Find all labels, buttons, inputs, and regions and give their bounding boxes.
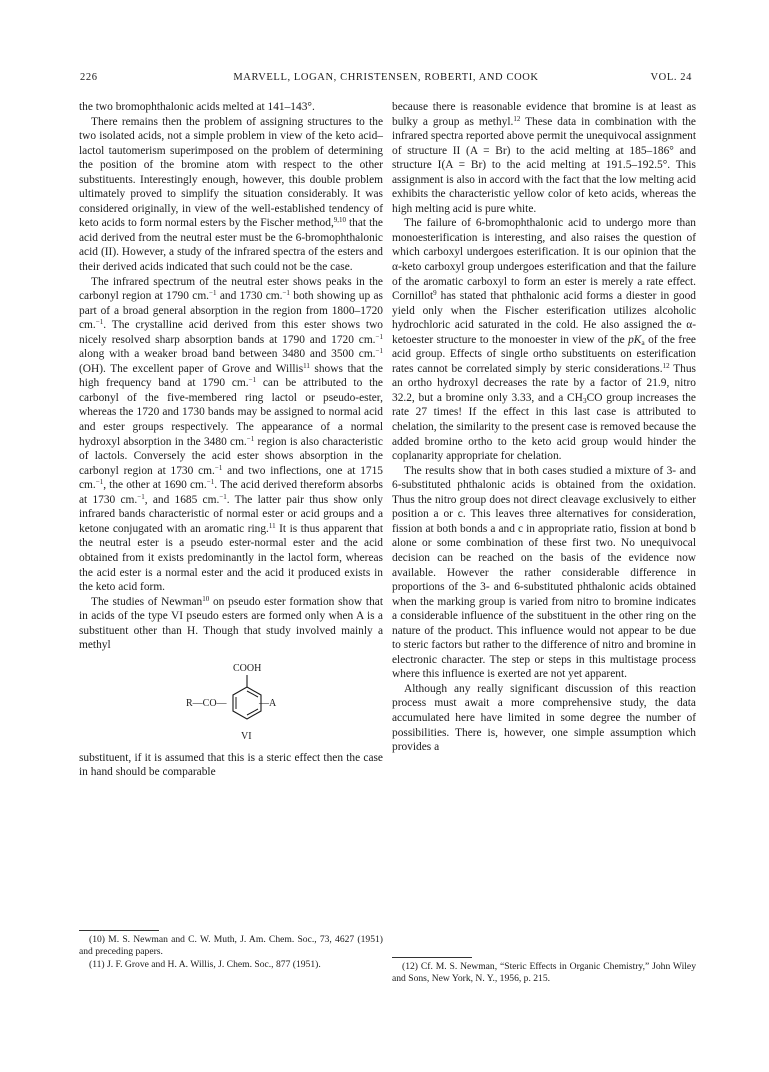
citation-ref: 12 — [513, 114, 521, 123]
rco-label: R—CO— — [186, 697, 227, 709]
footnote-12: (12) Cf. M. S. Newman, “Steric Effects in Organic Chemistry,” John Wiley and Sons, New York, N. Y., 1956, p. 215. — [392, 961, 696, 985]
paragraph: Although any really significant discussion of this reaction process must await a more comprehensive study, the data accumulated here have limited in some degree the number of possibilities. There is, however, one simple assumption which provides a — [392, 682, 696, 754]
footnotes-right — [392, 957, 696, 986]
paragraph: The failure of 6-bromophthalonic acid to undergo more than monoesterification is interesting, and also raises the question of which carboxyl undergoes esterification. It is our opinion that the α-keto carboxyl group undergoes esterification and that the failure of the aromatic carboxyl to form an ester is merely a rate effect. Cornillot$^9$ has stated that phthalonic acid forms a diester in good yield only when the Fischer esterification utilizes alcoholic hydrochloric acid saturated in the cold. He also assigned the α-ketoester structure to the monoester in view of the $pK_a$ of the free acid group. Effects of single ortho substituents on esterification rates cannot be correlated simply by steric considerations.$^{12}$ Thus an ortho hydroxyl decreases the rate by a factor of 21.9, nitro 32.2, but a bromine only 3.33, and a $CH_3CO$ group increases the rate 27 times! If the effect in this last case is attributed to chelation, the similarity to the present case is removed because the added bromine ortho to the keto acid group would hinder the coplanarity appropriate for chelation. — [392, 217, 696, 463]
paragraph: the two bromophthalonic acids melted at 141–143°. — [79, 101, 315, 113]
citation-ref: 10 — [202, 594, 210, 603]
citation-ref: 11 — [303, 361, 310, 370]
benzene-ring-drawing — [79, 655, 383, 747]
page-number: 226 — [80, 72, 98, 83]
footnote-rule — [392, 957, 472, 958]
paragraph: The studies of Newman$^{10}$ on pseudo ester formation show that in acids of the type VI pseudo esters are formed only when A is a substituent other than H. Though that study involved mainly a methyl — [79, 594, 383, 652]
footnotes-left — [79, 930, 383, 971]
paragraph: substituent, if it is assumed that this is a steric effect then the case in hand should be comparable — [79, 751, 383, 779]
chemical-structure-vi — [79, 655, 383, 747]
citation-ref: 11 — [268, 521, 276, 530]
right-column — [392, 100, 696, 755]
left-column — [79, 100, 383, 780]
paragraph: There remains then the problem of assigning structures to the two isolated acids, not a simple problem in view of the keto acid–lactol tautomerism superimposed on the problem of determining the position of the bromine atom with respect to the other substituents. Interestingly enough, however, this double problem ultimately proved to simplify the situation considerably. It was considered originally, in view of the well-established tendency of keto acids to form normal esters by the Fischer method,$^{9,10}$ that the acid derived from the neutral ester must be the 6-bromophthalonic acid (II). However, a study of the infrared spectra of the esters and their derived acids indicated that such could not be the case. — [79, 115, 383, 274]
paragraph: because there is reasonable evidence that bromine is at least as bulky a group as methyl.$^{12}$ These data in combination with the infrared spectra reported above permit the unequivocal assignment of structure II (A = Br) to the acid melting at 185–186° and structure I(A = Br) to the acid melting at 191.5–192.5°. This assignment is also in accord with the fact that the low melting acid exhibits the characteristic yellow color of keto acids, whereas the high melting acid is pure white. — [392, 101, 696, 215]
volume-label: VOL. 24 — [650, 72, 692, 83]
paragraph: The infrared spectrum of the neutral ester shows peaks in the carbonyl region at 1790 cm.$^{-1}$ and 1730 cm.$^{-1}$ both showing up as part of a broad general absorption in the region from 1800–1720 cm.$^{-1}$. The crystalline acid derived from this ester shows two nicely resolved sharp absorption bands at 1790 and 1720 cm.$^{-1}$ along with a weaker broad band between 3480 and 3500 cm.$^{-1}$ (OH). The excellent paper of Grove and Willis$^{11}$ shows that the high frequency band at 1790 cm.$^{-1}$ can be attributed to the carbonyl of the five-membered ring lactol or pseudo-ester, whereas the 1720 and 1730 bands may be assigned to normal acid and ester groups respectively. The appearance of a normal hydroxyl absorption in the 3480 cm.$^{-1}$ region is also characteristic of lactols. Conversely the acid ester shows absorption in the carbonyl region at 1730 cm.$^{-1}$ and two inflections, one at 1715 cm.$^{-1}$, the other at 1690 cm.$^{-1}$. The acid derived thereform absorbs at 1730 cm.$^{-1}$, and 1685 cm.$^{-1}$. The latter pair thus show only infrared bands characteristic of normal ester or acid groups and a ketone conjugated with an aromatic ring.$^{11}$ It is thus apparent that the neutral ester is a pseudo ester-normal ester and the acid obtained from it exists predominantly in the lactol form, whereas the acid ester is a normal ester and the acid it produced exists in the keto acid form. — [79, 275, 384, 594]
footnote-11: (11) J. F. Grove and H. A. Willis, J. Chem. Soc., 877 (1951). — [89, 958, 321, 970]
citation-ref: 9,10 — [333, 216, 347, 225]
citation-ref: 12 — [662, 361, 670, 370]
cooh-label: COOH — [233, 662, 262, 674]
paragraph: The results show that in both cases studied a mixture of 3- and 6-substituted phthalonic acids is obtained from the oxidation. Thus the nitro group does not direct cleavage exclusively to either position a or c. This leaves three alternatives for consideration, fission at both bonds a and c in appropriate ratio, fission at bond b alone or some combination of these first two. No unequivocal decision can be reached on the basis of the evidence now available. However the rather considerable difference in proportions of the 3- and 6-substituted phthalonic acids obtained when the marking group is varied from nitro to bromine indicates a considerable influence of the substituent in the other ring on the nature of the product. This influence would not appear to be due to steric factors but rather to the difference of nitro and bromine in electronic character. The step or steps in this multistage process where this influence is exerted are not yet apparent. — [392, 464, 696, 681]
running-authors: MARVELL, LOGAN, CHRISTENSEN, ROBERTI, AND COOK — [233, 72, 539, 83]
footnote-10: (10) M. S. Newman and C. W. Muth, J. Am. Chem. Soc., 73, 4627 (1951) and preceding papers. — [79, 934, 383, 958]
a-substituent-label: —A — [259, 697, 277, 709]
citation-ref: 9 — [433, 289, 437, 298]
running-header — [80, 72, 692, 88]
structure-number: VI — [241, 730, 252, 742]
footnote-rule — [79, 930, 159, 931]
